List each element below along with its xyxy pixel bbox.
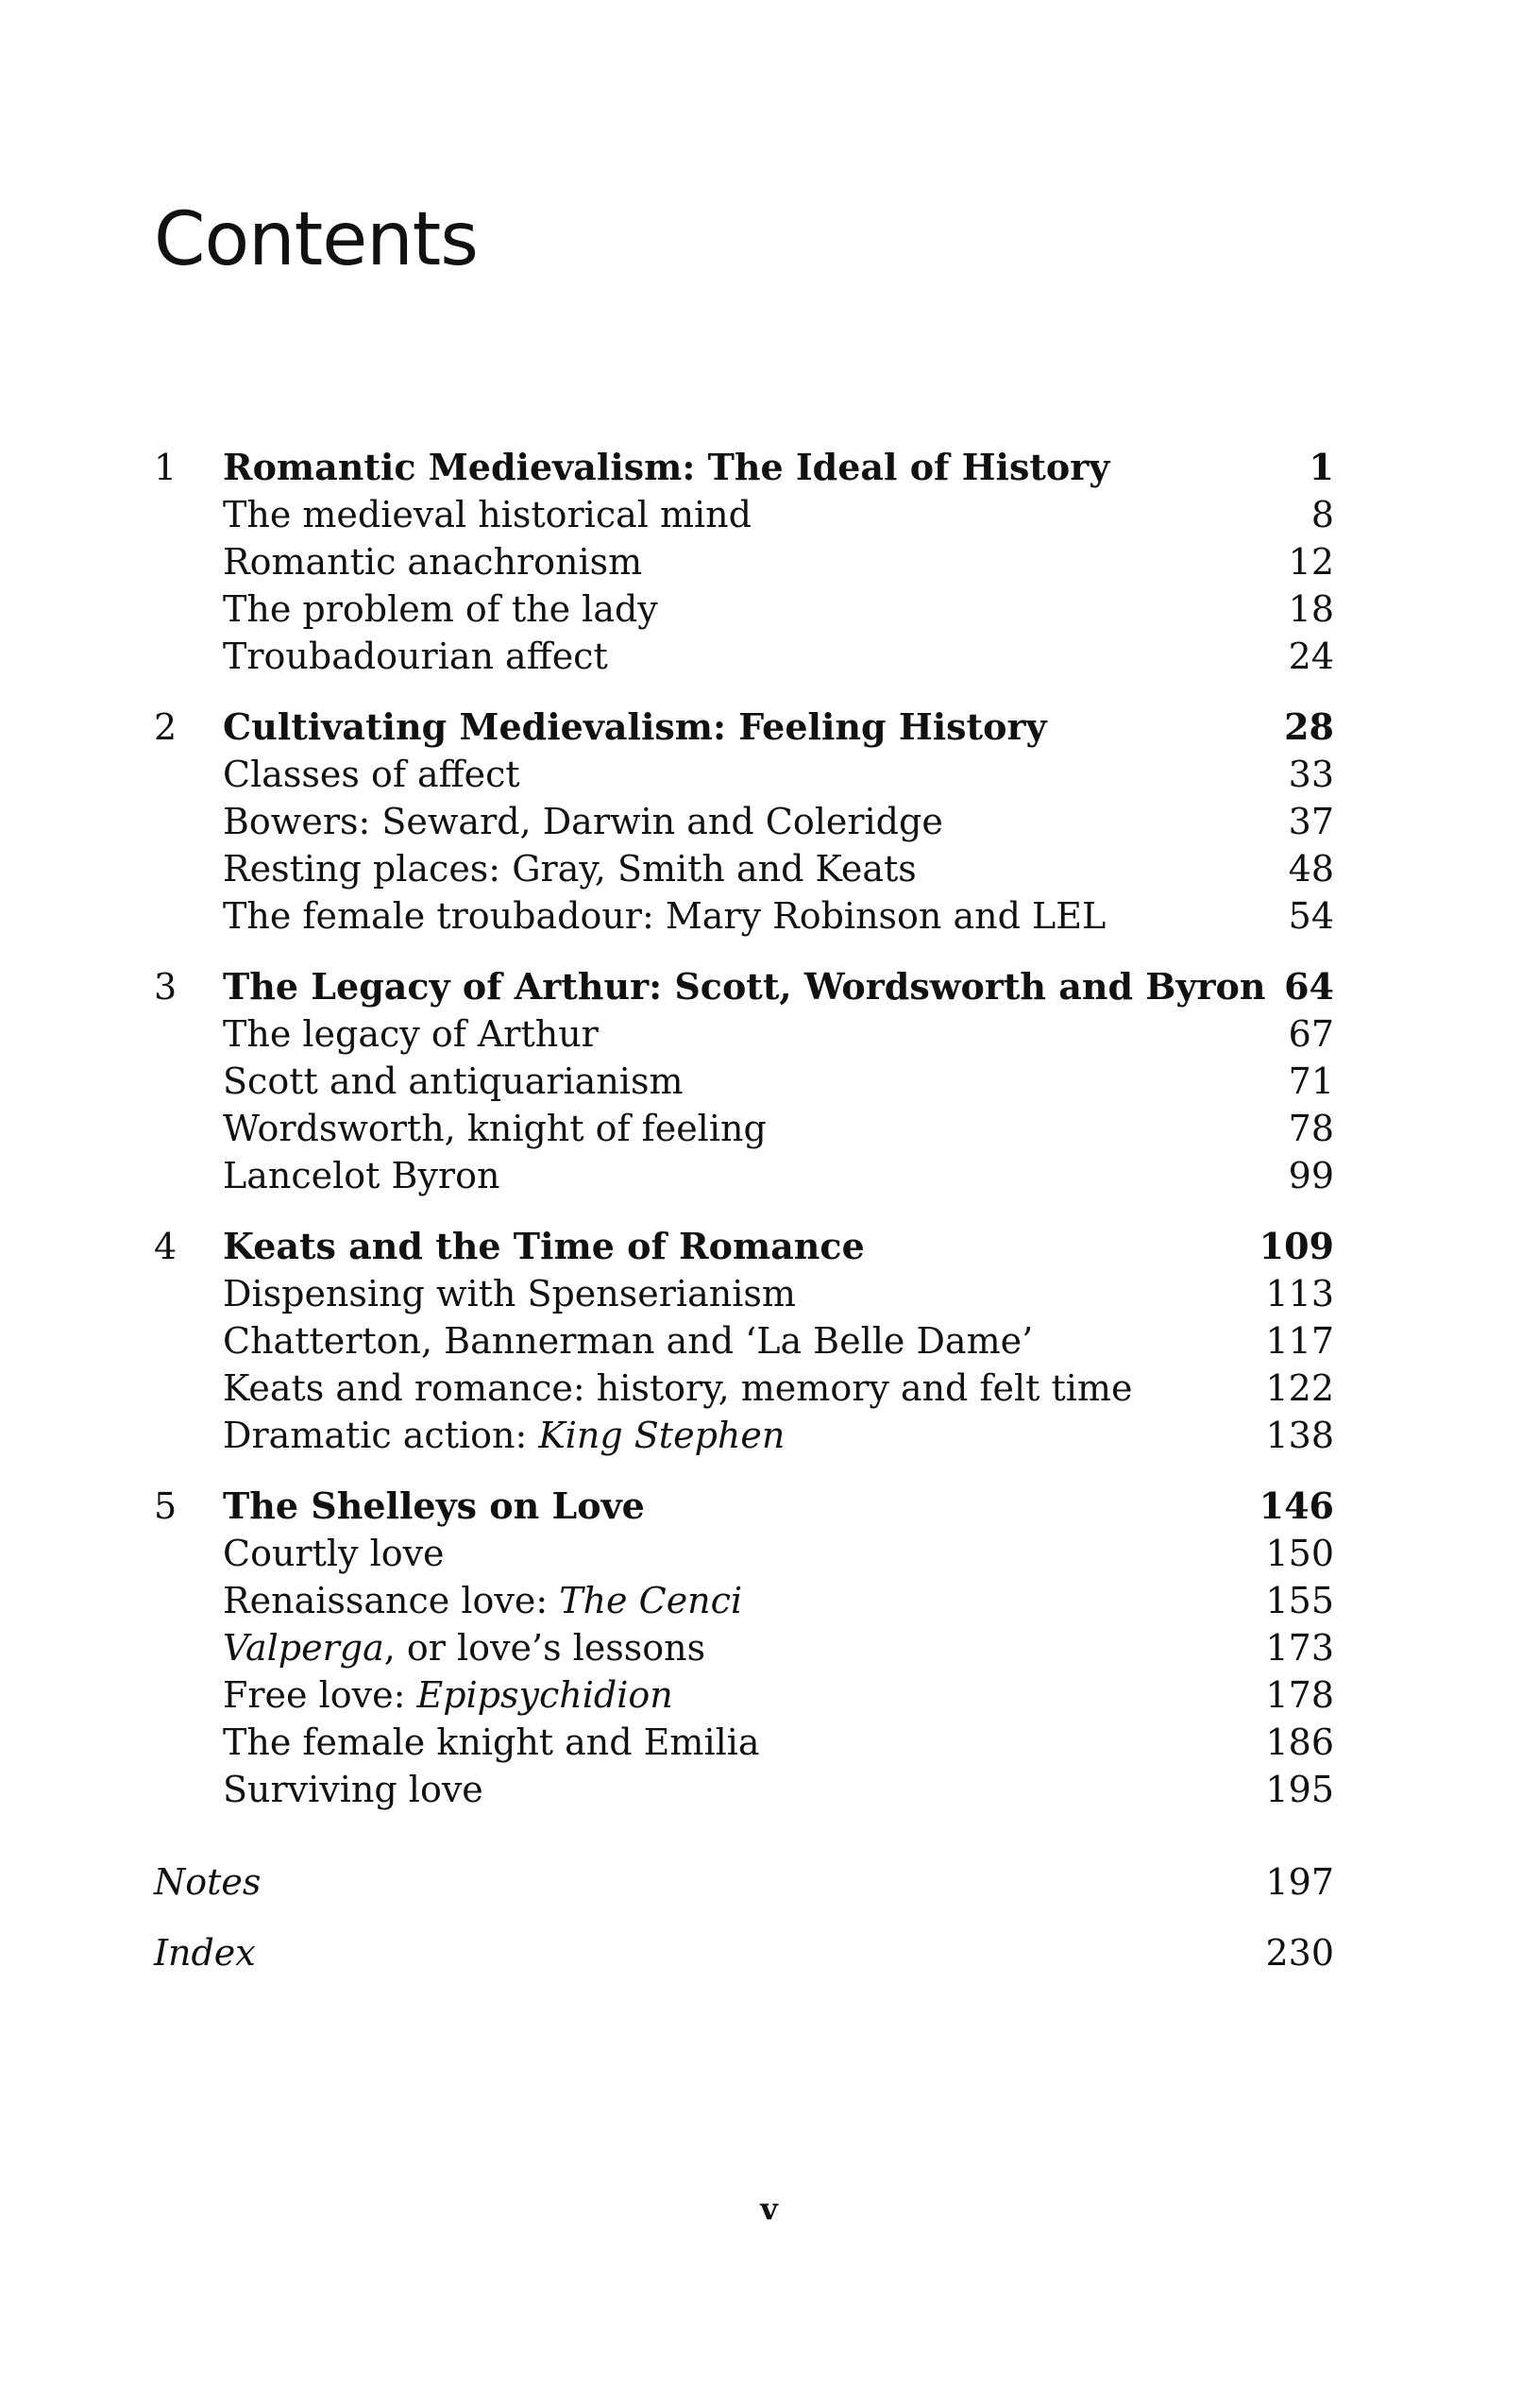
section-page-number: 173: [1265, 1627, 1334, 1669]
section-title: The female knight and Emilia: [223, 1721, 760, 1763]
section-title: Dispensing with Spenserianism: [223, 1273, 796, 1314]
section-entry[interactable]: [154, 892, 1334, 940]
section-page-number: 71: [1288, 1060, 1334, 1102]
end-matter: [154, 1858, 1334, 1976]
section-page-number: 195: [1265, 1769, 1334, 1810]
work-title: King Stephen: [538, 1415, 786, 1456]
section-page-number: 8: [1310, 494, 1334, 535]
section-page-number: 33: [1288, 754, 1334, 795]
section-title: Resting places: Gray, Smith and Keats: [223, 848, 917, 890]
section-title: Romantic anachronism: [223, 541, 643, 583]
section-entry[interactable]: [154, 1766, 1334, 1813]
page-title: Contents: [154, 197, 478, 282]
section-title: [223, 1671, 673, 1719]
chapter-heading[interactable]: [154, 1223, 1334, 1270]
section-page-number: 117: [1265, 1320, 1334, 1362]
index-page-number: 230: [1265, 1932, 1334, 1974]
section-page-number: 150: [1265, 1533, 1334, 1574]
section-title: [223, 1577, 742, 1624]
section-entry[interactable]: [154, 633, 1334, 680]
section-page-number: 155: [1265, 1580, 1334, 1621]
chapter-number: 1: [154, 447, 177, 488]
chapter-page-number: 28: [1284, 705, 1334, 748]
section-entry[interactable]: [154, 751, 1334, 798]
chapter-heading[interactable]: [154, 1483, 1334, 1530]
section-title: Surviving love: [223, 1769, 483, 1810]
section-title: Chatterton, Bannerman and ‘La Belle Dame’: [223, 1320, 1034, 1362]
chapter-title: The Shelleys on Love: [223, 1484, 645, 1527]
section-title: Lancelot Byron: [223, 1155, 500, 1196]
chapter-number: 4: [154, 1226, 177, 1267]
section-entry[interactable]: [154, 1105, 1334, 1152]
section-title: Troubadourian affect: [223, 636, 608, 677]
index-label: Index: [154, 1932, 256, 1974]
section-title: Keats and romance: history, memory and felt time: [223, 1367, 1133, 1409]
chapter-page-number: 146: [1259, 1484, 1334, 1527]
section-page-number: 113: [1265, 1273, 1334, 1314]
section-entry[interactable]: [154, 491, 1334, 538]
chapter-1: [154, 444, 1334, 680]
work-title: Epipsychidion: [416, 1674, 673, 1716]
work-title: The Cenci: [559, 1580, 743, 1621]
section-title: The medieval historical mind: [223, 494, 752, 535]
section-title-prefix: Renaissance love:: [223, 1580, 560, 1621]
section-title: Scott and antiquarianism: [223, 1060, 684, 1102]
section-title: The legacy of Arthur: [223, 1013, 599, 1055]
section-entry[interactable]: [154, 1412, 1334, 1459]
chapter-title: Keats and the Time of Romance: [223, 1225, 865, 1267]
section-page-number: 67: [1288, 1013, 1334, 1055]
section-entry[interactable]: [154, 1530, 1334, 1577]
section-title: The female troubadour: Mary Robinson and LEL: [223, 895, 1107, 937]
section-page-number: 48: [1288, 848, 1334, 890]
chapter-heading[interactable]: [154, 963, 1334, 1010]
section-page-number: 186: [1265, 1721, 1334, 1763]
notes-label: Notes: [154, 1861, 262, 1903]
section-title-suffix: , or love’s lessons: [383, 1627, 706, 1669]
section-entry[interactable]: [154, 845, 1334, 892]
chapter-title: Cultivating Medievalism: Feeling History: [223, 705, 1047, 748]
section-entry[interactable]: [154, 1624, 1334, 1671]
section-entry[interactable]: [154, 1719, 1334, 1766]
section-page-number: 178: [1265, 1674, 1334, 1716]
section-entry[interactable]: [154, 1317, 1334, 1365]
chapter-heading[interactable]: [154, 444, 1334, 491]
work-title: Valperga: [223, 1627, 384, 1669]
section-page-number: 54: [1288, 895, 1334, 937]
section-entry[interactable]: [154, 1010, 1334, 1058]
section-page-number: 138: [1265, 1415, 1334, 1456]
section-title: [223, 1412, 785, 1459]
chapter-page-number: 64: [1284, 965, 1334, 1008]
section-page-number: 78: [1288, 1108, 1334, 1149]
section-entry[interactable]: [154, 1152, 1334, 1199]
notes-entry[interactable]: [154, 1858, 1334, 1906]
chapter-title: The Legacy of Arthur: Scott, Wordsworth and Byron: [223, 965, 1266, 1008]
chapter-number: 3: [154, 966, 177, 1008]
section-entry[interactable]: [154, 585, 1334, 633]
chapter-4: [154, 1223, 1334, 1459]
section-title: Wordsworth, knight of feeling: [223, 1108, 767, 1149]
chapter-page-number: 1: [1309, 446, 1334, 488]
notes-page-number: 197: [1265, 1861, 1334, 1903]
section-page-number: 122: [1265, 1367, 1334, 1409]
chapter-heading[interactable]: [154, 704, 1334, 751]
section-title: [223, 1624, 705, 1671]
index-entry[interactable]: [154, 1929, 1334, 1976]
section-entry[interactable]: [154, 1671, 1334, 1719]
chapter-number: 5: [154, 1485, 177, 1527]
section-title: Bowers: Seward, Darwin and Coleridge: [223, 801, 943, 842]
chapter-number: 2: [154, 706, 177, 748]
section-title: Classes of affect: [223, 754, 520, 795]
chapter-2: [154, 704, 1334, 940]
page-folio: v: [760, 2191, 778, 2227]
section-entry[interactable]: [154, 798, 1334, 845]
section-title-prefix: Dramatic action:: [223, 1415, 539, 1456]
section-page-number: 12: [1288, 541, 1334, 583]
section-entry[interactable]: [154, 538, 1334, 585]
section-page-number: 99: [1288, 1155, 1334, 1196]
section-page-number: 37: [1288, 801, 1334, 842]
section-title-prefix: Free love:: [223, 1674, 417, 1716]
chapter-title: Romantic Medievalism: The Ideal of History: [223, 446, 1110, 488]
section-entry[interactable]: [154, 1577, 1334, 1624]
table-of-contents: [154, 444, 1334, 2000]
chapter-page-number: 109: [1259, 1225, 1334, 1267]
section-entry[interactable]: [154, 1270, 1334, 1317]
chapter-3: [154, 963, 1334, 1199]
section-title: Courtly love: [223, 1533, 445, 1574]
chapter-5: [154, 1483, 1334, 1813]
section-entry[interactable]: [154, 1365, 1334, 1412]
section-page-number: 24: [1288, 636, 1334, 677]
section-title: The problem of the lady: [223, 588, 658, 630]
section-entry[interactable]: [154, 1058, 1334, 1105]
section-page-number: 18: [1288, 588, 1334, 630]
